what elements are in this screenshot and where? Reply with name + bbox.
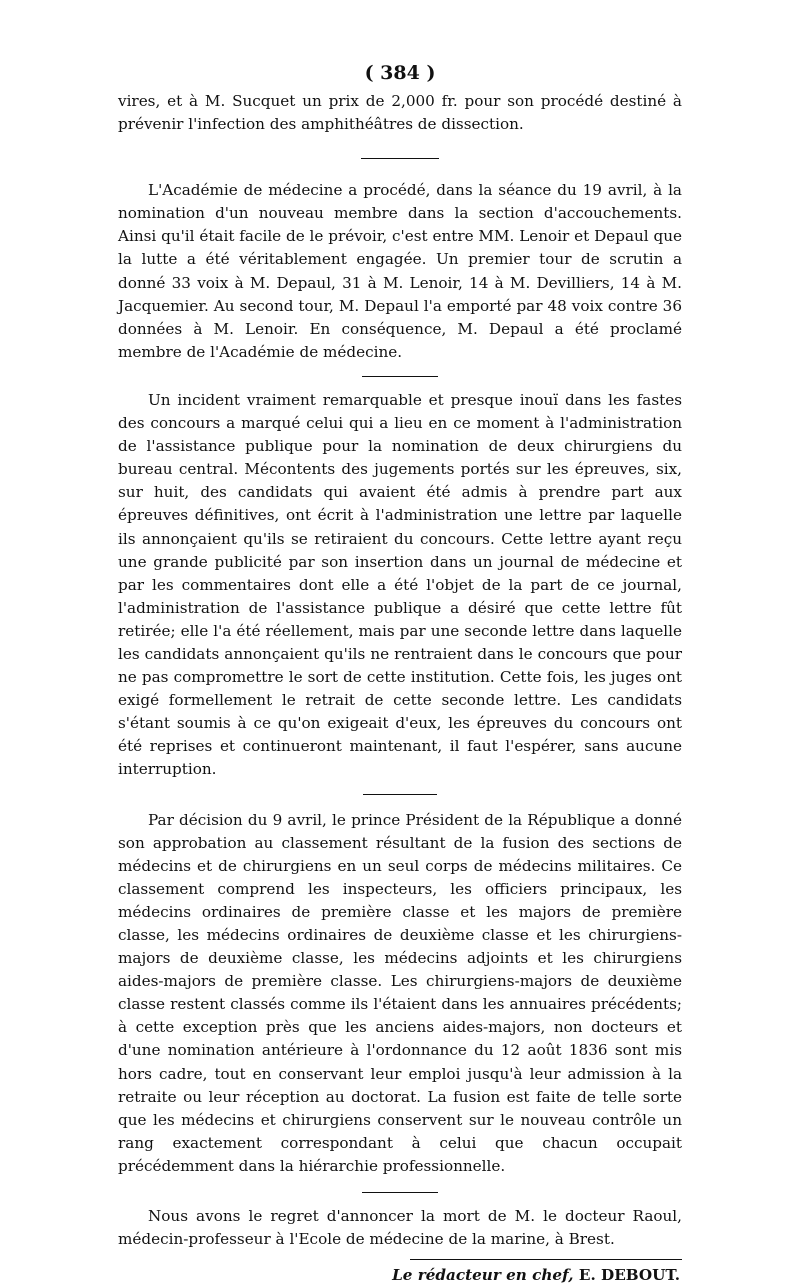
- paragraph-prize-continuation: vires, et à M. Sucquet un prix de 2,000 fr. pour son procédé destiné à prévenir l'infection des amphithéâtres de dissection.: [118, 92, 682, 134]
- page-number: ( 384 ): [364, 62, 436, 84]
- signature-role: Le rédacteur en chef,: [392, 1266, 574, 1284]
- signature-name: E. DEBOUT.: [578, 1266, 680, 1284]
- section-separator: [362, 1192, 438, 1193]
- section-separator: [361, 158, 439, 159]
- paragraph-obituary: Nous avons le regret d'annoncer la mort de M. le docteur Raoul, médecin-professeur à l'Ecole de médecine de la marine, à Brest.: [118, 1207, 682, 1249]
- signature: [118, 1266, 682, 1284]
- paragraph-concours-incident: Un incident vraiment remarquable et presque inouï dans les fastes des concours a marqué celui qui a lieu en ce moment à l'administration de l'assistance publique pour la nomination de deux chirurgiens du bureau central. Mécontents des jugements portés sur les épreuves, six, sur huit, des candidats qui avaient été admis à prendre part aux épreuves définitives, ont écrit à l'administration une lettre par laquelle ils annonçaient qu'ils se retiraient du concours. Cette lettre ayant reçu une grande publicité par son insertion dans un journal de médecine et par les commentaires dont elle a été l'objet de la part de ce journal, l'administration de l'assistance publique a désiré que cette lettre fût retirée; elle l'a été réellement, mais par une seconde lettre dans laquelle les candidats annonçaient qu'ils ne rentraient dans le concours que pour ne pas compromettre le sort de cette institution. Cette fois, les juges ont exigé formellement le retrait de cette seconde lettre. Les candidats s'étant soumis à ce qu'on exigeait d'eux, les épreuves du concours ont été reprises et continueront maintenant, il faut l'espérer, sans aucune interruption.: [118, 390, 682, 779]
- paragraph-academy-election: L'Académie de médecine a procédé, dans la séance du 19 avril, à la nomination d'un nouveau membre dans la section d'accouchements. Ainsi qu'il était facile de le prévoir, c'est entre MM. Lenoir et Depaul que la lutte a été véritablement engagée. Un premier tour de scrutin a donné 33 voix à M. Depaul, 31 à M. Lenoir, 14 à M. Devilliers, 14 à M. Jacquemier. Au second tour, M. Depaul l'a emporté par 48 voix contre 36 données à M. Lenoir. En conséquence, M. Depaul a été proclamé membre de l'Académie de médecine.: [118, 181, 682, 361]
- signature-rule: [410, 1259, 682, 1260]
- section-separator: [362, 376, 438, 377]
- section-separator: [363, 794, 437, 795]
- paragraph-military-doctors: Par décision du 9 avril, le prince Président de la République a donné son approbation au classement résultant de la fusion des sections de médecins et de chirurgiens en un seul corps de médecins militaires. Ce classement comprend les inspecteurs, les officiers principaux, les médecins ordinaires de première classe et les majors de première classe, les médecins ordinaires de deuxième classe et les chirurgiens-majors de deuxième classe, les médecins adjoints et les chirurgiens aides-majors de première classe. Les chirurgiens-majors de deuxième classe restent classés comme ils l'étaient dans les annuaires précédents; à cette exception près que les anciens aides-majors, non docteurs et d'une nomination antérieure à l'ordonnance du 12 août 1836 sont mis hors cadre, tout en conservant leur emploi jusqu'à leur admission à la retraite ou leur réception au doctorat. La fusion est faite de telle sorte que les médecins et chirurgiens conservent sur le nouveau contrôle un rang exactement correspondant à celui que chacun occupait précédemment dans la hiérarchie professionnelle.: [118, 810, 682, 1175]
